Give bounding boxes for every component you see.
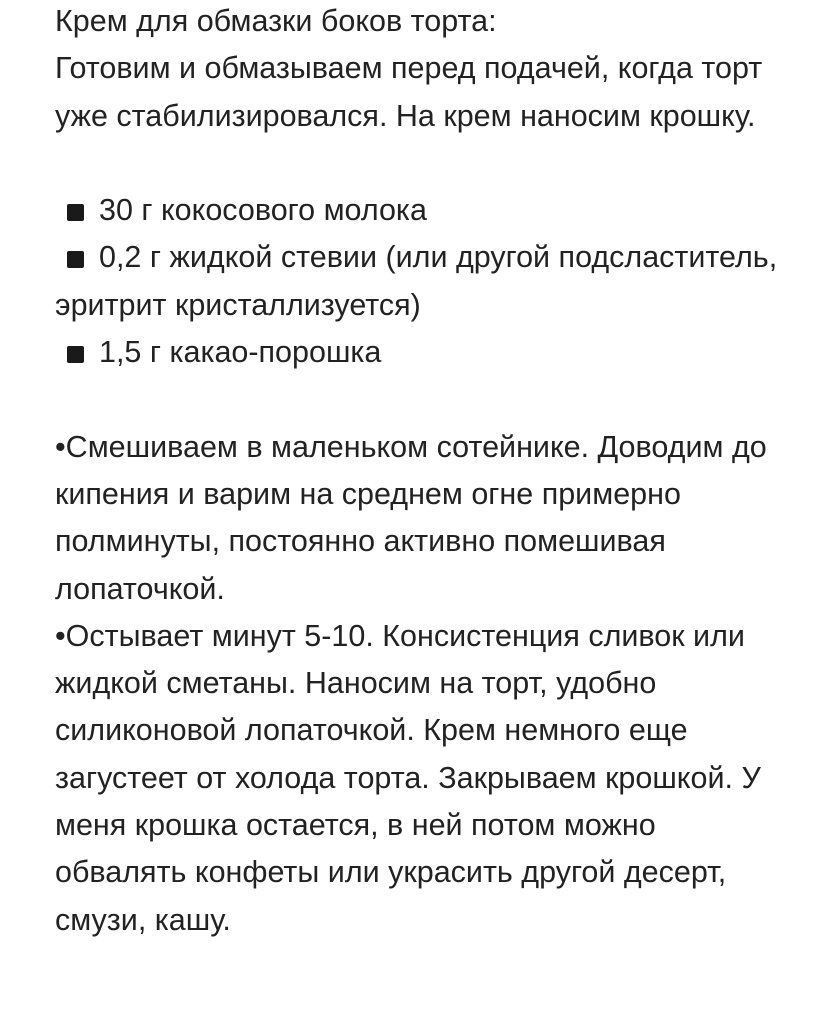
black-square-bullet-icon [67, 204, 84, 221]
black-square-bullet-icon [67, 346, 84, 363]
ingredient-list [55, 187, 789, 376]
intro-section [55, 0, 789, 140]
ingredient-item [55, 234, 789, 329]
ingredient-text: 0,2 г жидкой стевии (или другой подсластитель, эритрит кристаллизуется) [55, 240, 778, 322]
ingredient-item [55, 187, 789, 234]
step-item: •Смешиваем в маленьком сотейнике. Доводим до кипения и варим на среднем огне примерно полминуты, постоянно активно помешивая лопаточкой. [55, 429, 767, 606]
intro-text: Готовим и обмазываем перед подачей, когда торт уже стабилизировался. На крем наносим крошку. [55, 51, 763, 133]
step-item: •Остывает минут 5-10. Консистенция сливок или жидкой сметаны. Наносим на торт, удобно силиконовой лопаточкой. Крем немного еще загустеет от холода торта. Закрываем крошкой. У меня крошка остается, в ней потом можно обвалять конфеты или украсить другой десерт, смузи, кашу. [55, 618, 761, 937]
spacer [55, 140, 789, 187]
ingredient-text: 30 г кокосового молока [99, 193, 427, 228]
ingredient-text: 1,5 г какао-порошка [99, 335, 382, 370]
steps-list [55, 424, 789, 944]
black-square-bullet-icon [67, 251, 84, 268]
spacer [55, 376, 789, 423]
ingredient-item [55, 329, 789, 376]
section-title: Крем для обмазки боков торта: [55, 4, 497, 38]
